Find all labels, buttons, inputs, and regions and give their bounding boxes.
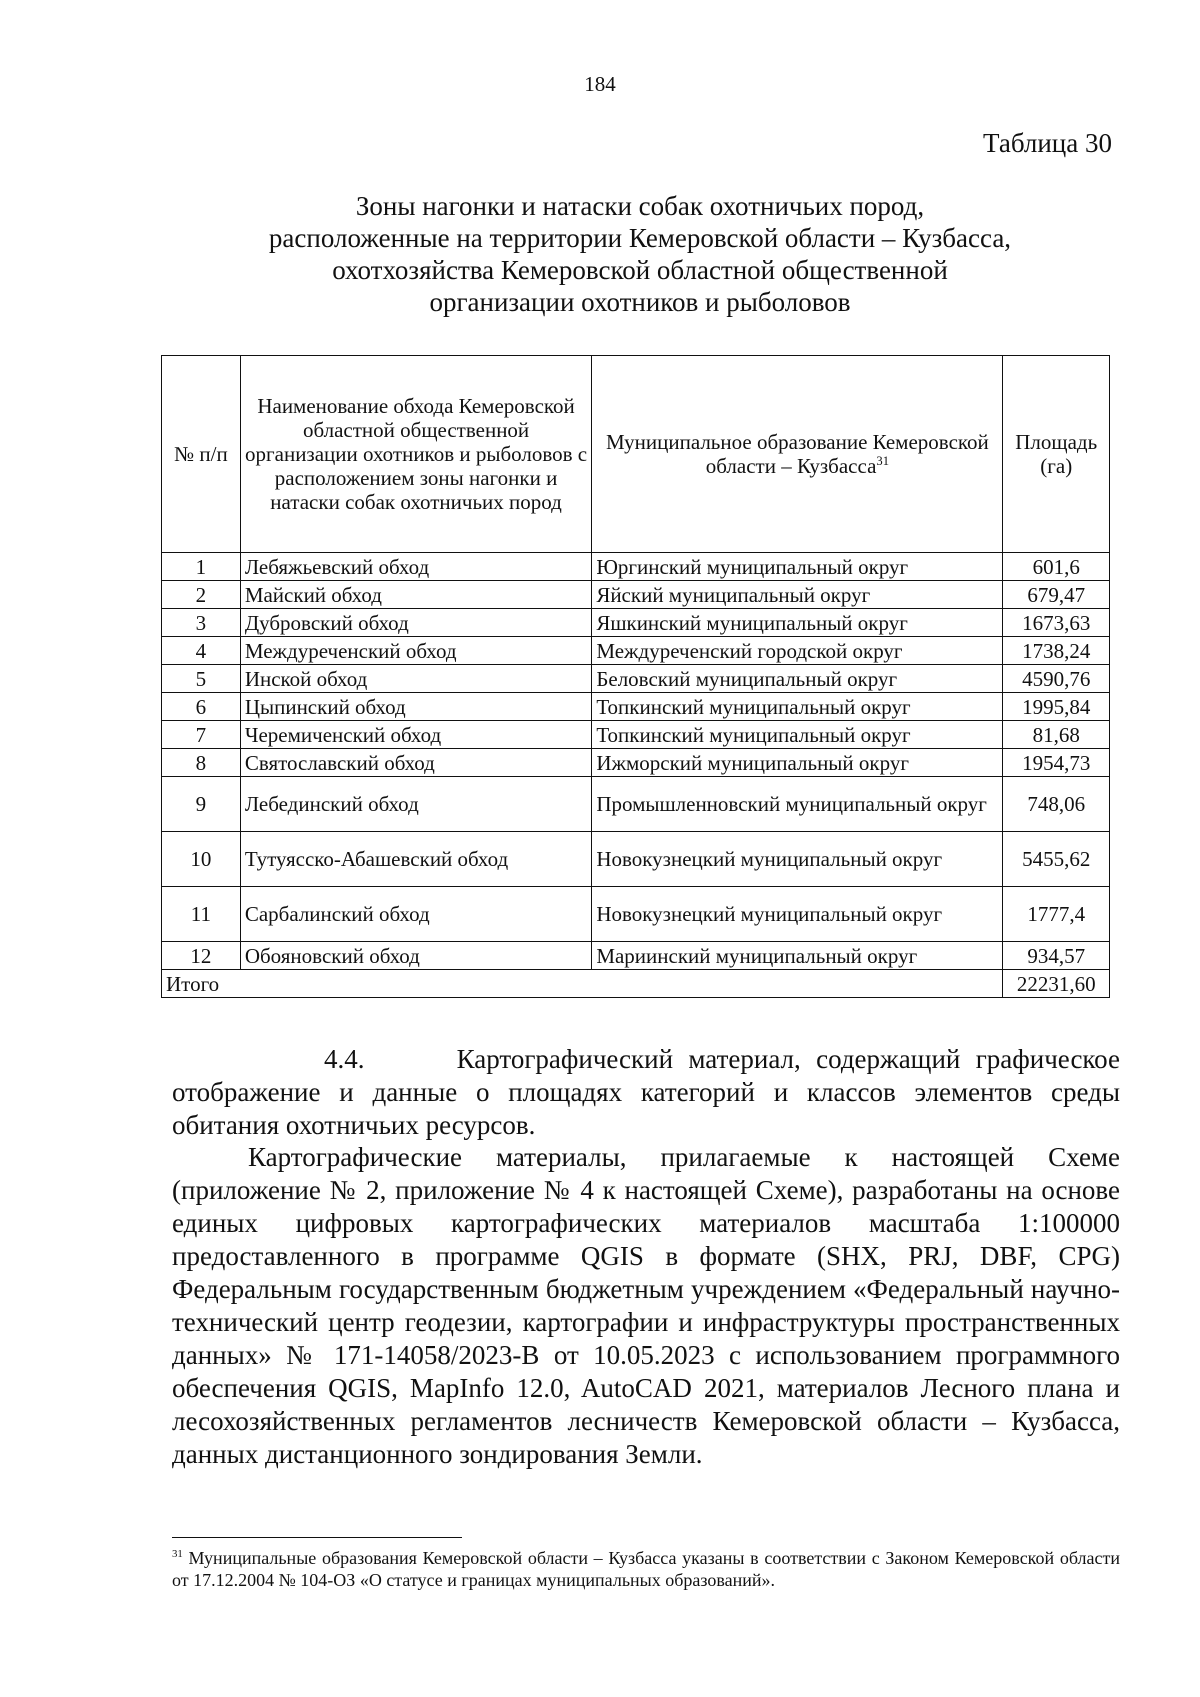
table-row [162,832,1110,887]
row-name: Междуреченский обход [240,637,592,665]
title-line: Зоны нагонки и натаски собак охотничьих пород, [355,191,925,221]
row-area: 1995,84 [1003,693,1110,721]
section-heading-text: Картографический материал, содержащий графическое отображение и данные о площадях категорий и классов элементов среды обитания охотничьих ресурсов. [172,1044,1120,1140]
row-num: 12 [162,942,241,970]
row-name: Лебяжьевский обход [240,553,592,581]
row-num: 1 [162,553,241,581]
header-area: Площадь (га) [1003,356,1110,553]
row-area: 601,6 [1003,553,1110,581]
header-name: Наименование обхода Кемеровской областной общественной организации охотников и рыболовов с расположением зоны нагонки и натаски собак охотничьих пород [240,356,592,553]
section-number: 4.4. [324,1044,365,1074]
row-num: 2 [162,581,241,609]
table-row [162,887,1110,942]
header-num: № п/п [162,356,241,553]
row-num: 5 [162,665,241,693]
row-municipality: Яшкинский муниципальный округ [592,609,1003,637]
row-municipality: Новокузнецкий муниципальный округ [592,887,1003,942]
footnote-divider [172,1537,462,1538]
row-municipality: Новокузнецкий муниципальный округ [592,832,1003,887]
title-line: расположенные на территории Кемеровской области – Кузбасса, [268,223,1012,253]
row-name: Тутуясско-Абашевский обход [240,832,592,887]
zones-table [161,355,1110,998]
row-num: 6 [162,693,241,721]
row-name: Святославский обход [240,749,592,777]
table-row [162,749,1110,777]
title-line: охотхозяйства Кемеровской областной общественной [332,255,948,285]
section-spacer [365,1044,457,1074]
row-municipality: Мариинский муниципальный округ [592,942,1003,970]
table-total-row [162,970,1110,998]
row-num: 10 [162,832,241,887]
body-paragraph [172,1141,1120,1471]
row-municipality: Яйский муниципальный округ [592,581,1003,609]
row-municipality: Топкинский муниципальный округ [592,721,1003,749]
table-row [162,942,1110,970]
row-name: Лебединский обход [240,777,592,832]
header-municipality [592,356,1003,553]
row-area: 4590,76 [1003,665,1110,693]
total-label: Итого [162,970,1003,998]
footnote-marker: 31 [172,1548,183,1560]
header-municipality-text: Муниципальное образование Кемеровской области – Кузбасса [605,430,989,478]
row-area: 934,57 [1003,942,1110,970]
row-area: 5455,62 [1003,832,1110,887]
row-name: Инской обход [240,665,592,693]
table-label: Таблица 30 [983,128,1112,158]
row-area: 1777,4 [1003,887,1110,942]
row-area: 81,68 [1003,721,1110,749]
row-area: 748,06 [1003,777,1110,832]
footnote-text: Муниципальные образования Кемеровской области – Кузбасса указаны в соответствии с Законом Кемеровской области от 17.12.2004 № 104-ОЗ «О статусе и границах муниципальных образований». [172,1548,1120,1590]
row-name: Цыпинский обход [240,693,592,721]
section-heading [172,1043,1120,1142]
row-num: 11 [162,887,241,942]
table-row [162,553,1110,581]
table-header-row [162,356,1110,553]
table-row [162,721,1110,749]
table-row [162,609,1110,637]
row-municipality: Междуреченский городской округ [592,637,1003,665]
row-area: 679,47 [1003,581,1110,609]
table-row [162,693,1110,721]
page-number: 184 [584,72,616,96]
row-municipality: Беловский муниципальный округ [592,665,1003,693]
row-num: 4 [162,637,241,665]
row-municipality: Юргинский муниципальный округ [592,553,1003,581]
row-name: Черемиченский обход [240,721,592,749]
row-name: Майский обход [240,581,592,609]
table-row [162,637,1110,665]
footnote [172,1547,1120,1591]
row-name: Дубровский обход [240,609,592,637]
table-title [160,190,1120,318]
row-name: Обояновский обход [240,942,592,970]
row-name: Сарбалинский обход [240,887,592,942]
row-municipality: Промышленновский муниципальный округ [592,777,1003,832]
total-area: 22231,60 [1003,970,1110,998]
row-municipality: Ижморский муниципальный округ [592,749,1003,777]
row-area: 1738,24 [1003,637,1110,665]
table-row [162,581,1110,609]
row-num: 7 [162,721,241,749]
row-num: 9 [162,777,241,832]
row-municipality: Топкинский муниципальный округ [592,693,1003,721]
title-line: организации охотников и рыболовов [429,287,851,317]
table-row [162,665,1110,693]
paragraph-text: Картографические материалы, прилагаемые к настоящей Схеме (приложение № 2, приложение № 4 к настоящей Схеме), разработаны на основе единых цифровых картографических материалов масштаба 1:100000 предоставленного в программе QGIS в формате (SHX, PRJ, DBF, CPG) Федеральным государственным бюджетным учреждением «Федеральный научно-технический центр геодезии, картографии и инфраструктуры пространственных данных» № 171-14058/2023-В от 10.05.2023 с использованием программного обеспечения QGIS, MapInfo 12.0, AutoCAD 2021, материалов Лесного плана и лесохозяйственных регламентов лесничеств Кемеровской области – Кузбасса, данных дистанционного зондирования Земли. [172,1142,1120,1469]
row-area: 1954,73 [1003,749,1110,777]
table-row [162,777,1110,832]
row-num: 3 [162,609,241,637]
row-area: 1673,63 [1003,609,1110,637]
row-num: 8 [162,749,241,777]
footnote-ref: 31 [876,454,889,468]
